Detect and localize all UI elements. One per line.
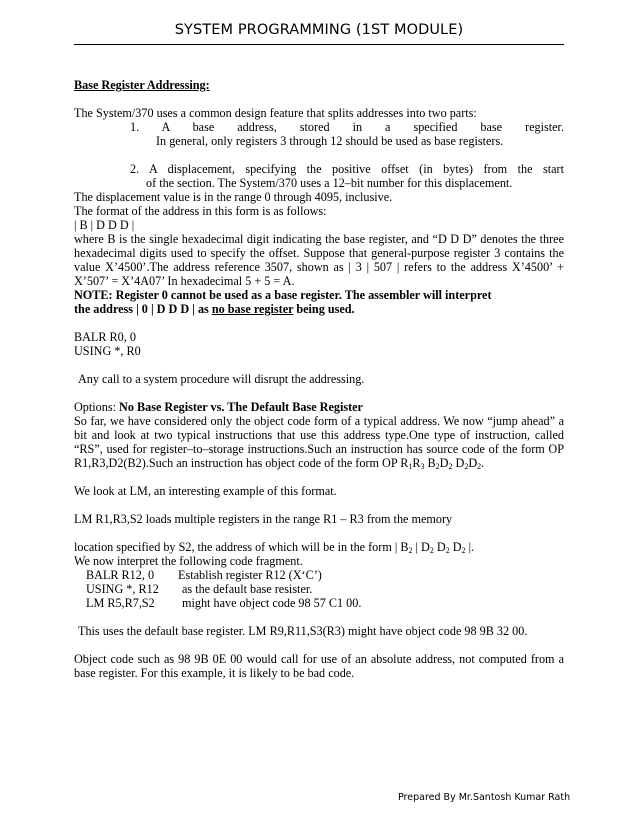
list-item-1-line-2: In general, only registers 3 through 12 should be used as base registers. [156, 134, 504, 148]
location-text-a: location specified by S2, the address of which will be in the form | B [74, 540, 409, 554]
range-text: The displacement value is in the range 0 through 4095, inclusive. [74, 190, 393, 204]
code-line-1: BALR R0, 0 [74, 330, 136, 344]
note-text-b: being used. [293, 302, 355, 316]
fragment-comment: might have object code 98 57 C1 00. [182, 596, 362, 610]
fragment-line-3 [74, 596, 564, 610]
options-heading [74, 400, 564, 414]
disrupt-text: Any call to a system procedure will disrupt the addressing. [78, 372, 365, 386]
explanation-paragraph: where B is the single hexadecimal digit indicating the base register, and “D D D” denotes the three hexadecimal digits used to specify the offset. Suppose that general-purpose register 3 contains the value X’4500’.The address reference 3507, shown as | 3 | 507 | refers to the address X’4500’ + X’507’ = X’4A07’ In hexadecimal 5 + 5 = A. [74, 232, 564, 288]
section-heading: Base Register Addressing: [74, 78, 210, 92]
fragment-code: LM R5,R7,S2 [86, 596, 155, 610]
default-use-text: This uses the default base register. LM R9,R11,S3(R3) might have object code 98 9B 32 00. [78, 624, 528, 638]
fragment-code: BALR R12, 0 [86, 568, 155, 582]
page-header-title: SYSTEM PROGRAMMING (1ST MODULE) [174, 22, 464, 38]
intro-text: The System/370 uses a common design feature that splits addresses into two parts: [74, 106, 477, 120]
lm-description: LM R1,R3,S2 loads multiple registers in the range R1 – R3 from the memory [74, 512, 453, 526]
fragment-line-2 [74, 582, 564, 596]
fragment-comment: as the default base resister. [182, 582, 313, 596]
note-line-1: NOTE: Register 0 cannot be used as a base register. The assembler will interpret [74, 288, 492, 302]
list-item-2-line-1: 2. A displacement, specifying the positive offset (in bytes) from the start [130, 162, 564, 176]
location-text: location specified by S2, the address of which will be in the form | $B_2$ | $D_2$ $D_2$ $D_2$ |. [74, 540, 475, 555]
header-rule [74, 44, 564, 45]
format-text: | B | D D D | [74, 218, 135, 232]
options-bold: No Base Register vs. The Default Base Register [119, 400, 363, 414]
note-text-a: the address | 0 | D D D | as [74, 302, 212, 316]
options-text: So far, we have considered only the object code form of a typical address. We now “jump ahead” a bit and look at two typical instructions that use this address type.One type of instruction, called “RS”, used for register–to–storage instructions.Such an instruction has source code of the form OP R1,R3,D2(B2).Such an instruction has object code of the form OP R [74, 414, 564, 470]
format-intro: The format of the address in this form is as follows: [74, 204, 327, 218]
fragment-comment: Establish register R12 (X‘C’) [178, 568, 322, 582]
interpret-text: We now interpret the following code fragment. [74, 554, 303, 568]
note-line-2 [74, 302, 564, 316]
list-item-1-line-1: 1. A base address, stored in a specified base register. [130, 120, 564, 134]
note-underlined: no base register [211, 302, 294, 316]
closing-paragraph: Object code such as 98 9B 0E 00 would call for use of an absolute address, not computed from a base register. For this example, it is likely to be bad code. [74, 652, 564, 680]
page-footer: Prepared By Mr.Santosh Kumar Rath [398, 792, 571, 803]
fragment-code: USING *, R12 [86, 582, 159, 596]
options-label: Options: [74, 400, 120, 414]
fragment-line-1 [74, 568, 564, 582]
list-item-2-line-2: of the section. The System/370 uses a 12–bit number for this displacement. [146, 176, 513, 190]
lm-intro: We look at LM, an interesting example of this format. [74, 484, 337, 498]
options-paragraph: So far, we have considered only the object code form of a typical address. We now “jump ahead” a bit and look at two typical instructions that use this address type.One type of instruction, called “RS”, used for register–to–storage instructions.Such an instruction has source code of the form OP R1,R3,D2(B2).Such an instruction has object code of the form OP $R_1R_3$ $B_2D_2$ $D_2D_2$. [74, 414, 564, 471]
code-line-2: USING *, R0 [74, 344, 141, 358]
document-body [74, 78, 564, 680]
